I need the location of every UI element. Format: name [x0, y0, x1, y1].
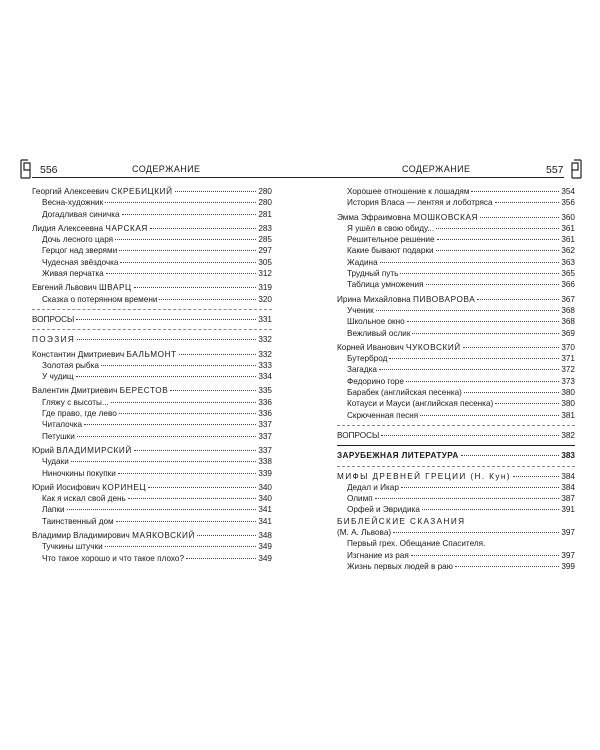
page-ref: 367 — [561, 294, 575, 304]
toc-entry[interactable] — [32, 431, 272, 442]
leader-dots — [106, 273, 257, 274]
section-divider — [32, 309, 272, 310]
leader-dots — [115, 239, 256, 240]
toc-entry[interactable] — [337, 234, 575, 245]
author-surname: ВЛАДИМИРСКИЙ — [56, 445, 132, 455]
leader-dots — [477, 299, 559, 300]
leader-dots — [495, 202, 560, 203]
leader-dots — [495, 403, 559, 404]
page-ref: 370 — [561, 342, 575, 352]
toc-entry[interactable] — [32, 493, 272, 504]
entry-title: МИФЫ ДРЕВНЕЙ ГРЕЦИИ (Н. Кун) — [337, 471, 511, 481]
header-rule — [300, 177, 564, 178]
author-name: Лидия Алексеевна — [32, 223, 104, 233]
page-ref: 368 — [561, 317, 575, 327]
page-ref: 339 — [258, 468, 272, 478]
entry-title: Чудесная звёздочка — [42, 257, 119, 267]
entry-title: Читалочка — [42, 420, 83, 430]
leader-dots — [122, 214, 257, 215]
page-ref: 361 — [561, 235, 575, 245]
entry-title — [32, 385, 168, 396]
leader-dots — [101, 365, 256, 366]
page-ref: 337 — [258, 445, 272, 455]
author-name: Ирина Михайловна — [337, 294, 411, 304]
toc-entry[interactable] — [32, 385, 272, 396]
toc-entry[interactable] — [337, 398, 575, 409]
entry-title: Трудный путь — [347, 269, 399, 279]
entry-title — [32, 445, 132, 456]
page-ref: 337 — [258, 431, 272, 441]
page-ref: 332 — [258, 349, 272, 359]
leader-dots — [105, 546, 257, 547]
leader-dots — [119, 250, 256, 251]
entry-title: Герцог над зверями — [42, 246, 118, 256]
page-ref: 384 — [561, 482, 575, 492]
toc-entry[interactable] — [32, 516, 272, 527]
toc-entry[interactable] — [32, 294, 272, 305]
page-ref: 371 — [561, 354, 575, 364]
page-ref: 366 — [561, 280, 575, 290]
toc-entry[interactable] — [337, 550, 575, 561]
toc-entry[interactable] — [337, 493, 575, 504]
page-ref: 373 — [561, 376, 575, 386]
page-ref: 312 — [258, 269, 272, 279]
page-ref: 333 — [258, 360, 272, 370]
page-ref: 341 — [258, 516, 272, 526]
entry-title — [337, 294, 475, 305]
entry-title: Барабек (английская песенка) — [347, 388, 462, 398]
toc-entry[interactable] — [337, 516, 575, 527]
page-ref: 363 — [561, 257, 575, 267]
author-surname: МОШКОВСКАЯ — [413, 212, 479, 222]
leader-dots — [148, 487, 256, 488]
section-divider — [337, 445, 575, 446]
toc-entry[interactable] — [337, 223, 575, 234]
author-name: Эмма Эфраимовна — [337, 212, 411, 222]
page-ref: 391 — [561, 505, 575, 515]
author-surname: СКРЕБИЦКИЙ — [111, 187, 173, 196]
leader-dots — [76, 319, 256, 320]
toc-entry[interactable] — [337, 342, 575, 353]
toc-entry[interactable] — [337, 561, 575, 572]
leader-dots — [381, 435, 559, 436]
toc-entry[interactable] — [337, 268, 575, 279]
section-divider — [32, 329, 272, 330]
page-ref: 336 — [258, 397, 272, 407]
toc-entry[interactable] — [337, 504, 575, 515]
page-ref: 320 — [258, 294, 272, 304]
section-divider — [337, 466, 575, 467]
leader-dots — [422, 509, 559, 510]
entry-title: Хорошее отношение к лошадям — [347, 187, 470, 196]
author-surname: ШВАРЦ — [99, 283, 132, 293]
page-ref: 305 — [258, 257, 272, 267]
toc-entry[interactable] — [337, 538, 575, 549]
leader-dots — [119, 413, 257, 414]
leader-dots — [389, 358, 559, 359]
toc-entry[interactable] — [337, 316, 575, 327]
toc-entry[interactable] — [32, 530, 272, 541]
table-of-contents — [32, 186, 272, 564]
page-ref: 335 — [258, 386, 272, 396]
entry-title: БИБЛЕЙСКИЕ СКАЗАНИЯ — [337, 516, 466, 526]
toc-entry[interactable] — [337, 279, 575, 290]
toc-entry[interactable] — [32, 245, 272, 256]
entry-title: Лапки — [42, 505, 65, 515]
entry-title: Жизнь первых людей в раю — [347, 561, 453, 571]
toc-entry[interactable] — [32, 456, 272, 467]
page-ref: 361 — [561, 223, 575, 233]
entry-title: Я ушёл в свою обиду... — [347, 223, 435, 233]
leader-dots — [77, 339, 256, 340]
entry-title: Петушки — [42, 431, 75, 441]
author-name: Евгений Львович — [32, 283, 97, 293]
entry-title — [32, 530, 195, 541]
leader-dots — [379, 369, 559, 370]
author-surname: БАЛЬМОНТ — [126, 349, 177, 359]
page-ref: 334 — [258, 372, 272, 382]
toc-entry[interactable] — [32, 419, 272, 430]
author-name: Константин Дмитриевич — [32, 349, 125, 359]
toc-entry[interactable] — [32, 282, 272, 293]
leader-dots — [463, 347, 560, 348]
entry-title: ЗАРУБЕЖНАЯ ЛИТЕРАТУРА — [337, 451, 459, 461]
leader-dots — [412, 333, 559, 334]
author-name: Валентин Дмитриевич — [32, 386, 118, 396]
page-ref: 297 — [258, 246, 272, 256]
page-ref: 340 — [258, 482, 272, 492]
toc-entry[interactable] — [32, 223, 272, 234]
leader-dots — [76, 376, 257, 377]
author-surname: МАЯКОВСКИЙ — [132, 531, 195, 541]
leader-dots — [380, 262, 560, 263]
leader-dots — [128, 498, 257, 499]
leader-dots — [159, 299, 256, 300]
page-ref: 341 — [258, 505, 272, 515]
page-ref: 348 — [258, 531, 272, 541]
leader-dots — [67, 509, 257, 510]
page-ref: 372 — [561, 365, 575, 375]
toc-entry[interactable] — [337, 482, 575, 493]
entry-title: Таинственный дом — [42, 516, 114, 526]
entry-title: Чудаки — [42, 457, 69, 467]
entry-title: Школьное окно — [347, 317, 405, 327]
toc-entry[interactable] — [32, 360, 272, 371]
entry-title — [32, 482, 146, 493]
toc-entry[interactable] — [32, 482, 272, 493]
toc-entry[interactable] — [32, 408, 272, 419]
entry-title: Федорино горе — [347, 376, 404, 386]
entry-title: Вежливый ослик — [347, 328, 411, 338]
toc-entry[interactable] — [32, 334, 272, 345]
entry-title: Дедал и Икар — [347, 482, 399, 492]
entry-title: Весна-художник — [42, 198, 104, 208]
page-ref: 340 — [258, 494, 272, 504]
section-divider — [337, 425, 575, 426]
entry-title: Тучкины штучки — [42, 542, 103, 552]
leader-dots — [401, 487, 559, 488]
page-ref: 338 — [258, 457, 272, 467]
toc-entry[interactable] — [32, 445, 272, 456]
toc-entry[interactable] — [337, 353, 575, 364]
entry-title: Ученик — [347, 305, 374, 315]
leader-dots — [105, 202, 256, 203]
leader-dots — [436, 250, 560, 251]
toc-entry[interactable] — [32, 234, 272, 245]
leader-dots — [420, 415, 559, 416]
toc-entry[interactable] — [337, 186, 575, 197]
toc-entry[interactable] — [32, 541, 272, 552]
toc-entry[interactable] — [32, 186, 272, 197]
leader-dots — [406, 381, 559, 382]
page-ref: 383 — [561, 451, 575, 461]
entry-title: Живая перчатка — [42, 269, 104, 279]
entry-title: Скрюченная песня — [347, 410, 419, 420]
leader-dots — [376, 310, 560, 311]
leader-dots — [71, 461, 257, 462]
page-ref: 332 — [258, 335, 272, 345]
page-ref: 283 — [258, 223, 272, 233]
page-ref: 380 — [561, 399, 575, 409]
toc-entry[interactable] — [337, 257, 575, 268]
toc-entry[interactable] — [32, 257, 272, 268]
toc-entry[interactable] — [337, 376, 575, 387]
entry-title: Как я искал свой день — [42, 494, 126, 504]
author-surname: ЧАРСКАЯ — [105, 223, 148, 233]
page-ref: 337 — [258, 420, 272, 430]
page-ref: 382 — [561, 430, 575, 440]
leader-dots — [375, 498, 560, 499]
toc-entry[interactable] — [32, 314, 272, 325]
leader-dots — [186, 558, 256, 559]
leader-dots — [118, 473, 257, 474]
page-ref: 354 — [561, 187, 575, 196]
toc-entry[interactable] — [32, 349, 272, 360]
entry-title: Ниночкины покупки — [42, 468, 116, 478]
entry-title — [32, 349, 177, 360]
leader-dots — [134, 450, 256, 451]
page-number: 556 — [40, 164, 58, 176]
entry-title: Загадка — [347, 365, 377, 375]
leader-dots — [426, 284, 560, 285]
leader-dots — [436, 228, 559, 229]
page-ref: 349 — [258, 542, 272, 552]
author-surname: ЧУКОВСКИЙ — [406, 342, 461, 352]
page-ref: 368 — [561, 305, 575, 315]
page-ref: 356 — [561, 198, 575, 208]
leader-dots — [116, 521, 257, 522]
leader-dots — [407, 321, 560, 322]
leader-dots — [150, 228, 256, 229]
entry-title: Где право, где лево — [42, 409, 117, 419]
leader-dots — [134, 287, 257, 288]
leader-dots — [120, 262, 256, 263]
author-name: Владимир Владимирович — [32, 531, 130, 541]
entry-title: (М. А. Львова) — [337, 528, 392, 538]
page-ref: 285 — [258, 235, 272, 245]
toc-entry[interactable] — [32, 371, 272, 382]
page-ref: 360 — [561, 212, 575, 222]
entry-title: История Власа — лентяя и лоботряса — [347, 198, 493, 208]
toc-entry[interactable] — [337, 430, 575, 441]
leader-dots — [197, 535, 256, 536]
page-ref: 369 — [561, 328, 575, 338]
entry-title — [32, 282, 132, 293]
entry-title: ВОПРОСЫ — [32, 314, 75, 324]
entry-title: Котауси и Мауси (английская песенка) — [347, 399, 494, 409]
entry-title: ПОЭЗИЯ — [32, 335, 76, 345]
page-ref: 381 — [561, 410, 575, 420]
leader-dots — [393, 532, 559, 533]
page-ref: 387 — [561, 494, 575, 504]
leader-dots — [170, 390, 256, 391]
page-ref: 280 — [258, 198, 272, 208]
leader-dots — [513, 476, 559, 477]
toc-entry[interactable] — [337, 197, 575, 208]
table-of-contents — [337, 186, 575, 572]
toc-entry[interactable] — [337, 471, 575, 482]
entry-title — [337, 212, 478, 223]
entry-title: Таблица умножения — [347, 280, 424, 290]
page-ref: 397 — [561, 528, 575, 538]
toc-entry[interactable] — [337, 387, 575, 398]
leader-dots — [464, 392, 559, 393]
toc-entry[interactable] — [32, 504, 272, 515]
entry-title: Решительное решение — [347, 235, 435, 245]
page-number: 557 — [546, 164, 564, 176]
page-ref: 362 — [561, 246, 575, 256]
entry-title: Сказка о потерянном времени — [42, 294, 158, 304]
right-page — [300, 0, 600, 750]
page-ref: 319 — [258, 283, 272, 293]
leader-dots — [111, 402, 257, 403]
entry-title: ВОПРОСЫ — [337, 430, 380, 440]
leader-dots — [480, 217, 559, 218]
toc-entry[interactable] — [337, 364, 575, 375]
entry-title: Что такое хорошо и что такое плохо? — [42, 553, 185, 563]
author-name: Корней Иванович — [337, 342, 404, 352]
entry-title: Олимп — [347, 494, 373, 504]
entry-title: Догадливая синичка — [42, 209, 120, 219]
header-rule — [32, 177, 300, 178]
leader-dots — [84, 424, 256, 425]
entry-title: Бутерброд — [347, 354, 388, 364]
corner-ornament-icon — [558, 158, 584, 180]
toc-entry[interactable] — [32, 553, 272, 564]
toc-entry[interactable] — [337, 245, 575, 256]
entry-title — [337, 342, 461, 353]
leader-dots — [461, 455, 560, 456]
entry-title — [32, 223, 148, 234]
toc-entry[interactable] — [337, 527, 575, 538]
author-name: Георгий Алексеевич — [32, 187, 109, 196]
toc-entry[interactable] — [32, 197, 272, 208]
author-surname: КОРИНЕЦ — [102, 482, 147, 492]
leader-dots — [437, 239, 560, 240]
page-ref: 281 — [258, 209, 272, 219]
page-ref: 280 — [258, 187, 272, 196]
left-header — [18, 158, 300, 180]
page-ref: 331 — [258, 314, 272, 324]
leader-dots — [175, 191, 257, 192]
leader-dots — [455, 566, 559, 567]
leader-dots — [411, 555, 560, 556]
entry-title: У чудищ — [42, 372, 74, 382]
page-ref: 399 — [561, 561, 575, 571]
right-header — [300, 158, 582, 180]
leader-dots — [77, 436, 257, 437]
entry-title: Жадина — [347, 257, 378, 267]
entry-title: Гляжу с высоты... — [42, 397, 109, 407]
page-header-title: СОДЕРЖАНИЕ — [132, 164, 201, 174]
toc-entry[interactable] — [337, 294, 575, 305]
author-surname: БЕРЕСТОВ — [119, 386, 169, 396]
page-ref: 380 — [561, 388, 575, 398]
toc-entry[interactable] — [32, 268, 272, 279]
author-surname: ПИВОВАРОВА — [413, 294, 476, 304]
entry-title: Первый грех. Обещание Спасителя. — [347, 539, 486, 549]
leader-dots — [179, 354, 257, 355]
entry-title: Какие бывают подарки — [347, 246, 434, 256]
entry-title: Изгнание из рая — [347, 550, 409, 560]
toc-entry[interactable] — [32, 397, 272, 408]
author-name: Юрий Иосифович — [32, 482, 100, 492]
toc-entry[interactable] — [337, 410, 575, 421]
leader-dots — [471, 191, 559, 192]
page-header-title: СОДЕРЖАНИЕ — [402, 164, 471, 174]
page-ref: 349 — [258, 553, 272, 563]
entry-title: Золотая рыбка — [42, 360, 99, 370]
toc-entry[interactable] — [337, 305, 575, 316]
toc-entry[interactable] — [32, 468, 272, 479]
toc-entry[interactable] — [32, 209, 272, 220]
page-ref: 336 — [258, 409, 272, 419]
page-ref: 365 — [561, 269, 575, 279]
toc-entry[interactable] — [337, 450, 575, 461]
entry-title: Дочь лесного царя — [42, 235, 114, 245]
entry-title: Орфей и Эвридика — [347, 505, 420, 515]
page-ref: 384 — [561, 471, 575, 481]
page-ref: 397 — [561, 550, 575, 560]
toc-entry[interactable] — [337, 328, 575, 339]
entry-title — [32, 186, 173, 197]
toc-entry[interactable] — [337, 212, 575, 223]
leader-dots — [400, 273, 559, 274]
author-name: Юрий — [32, 445, 54, 455]
